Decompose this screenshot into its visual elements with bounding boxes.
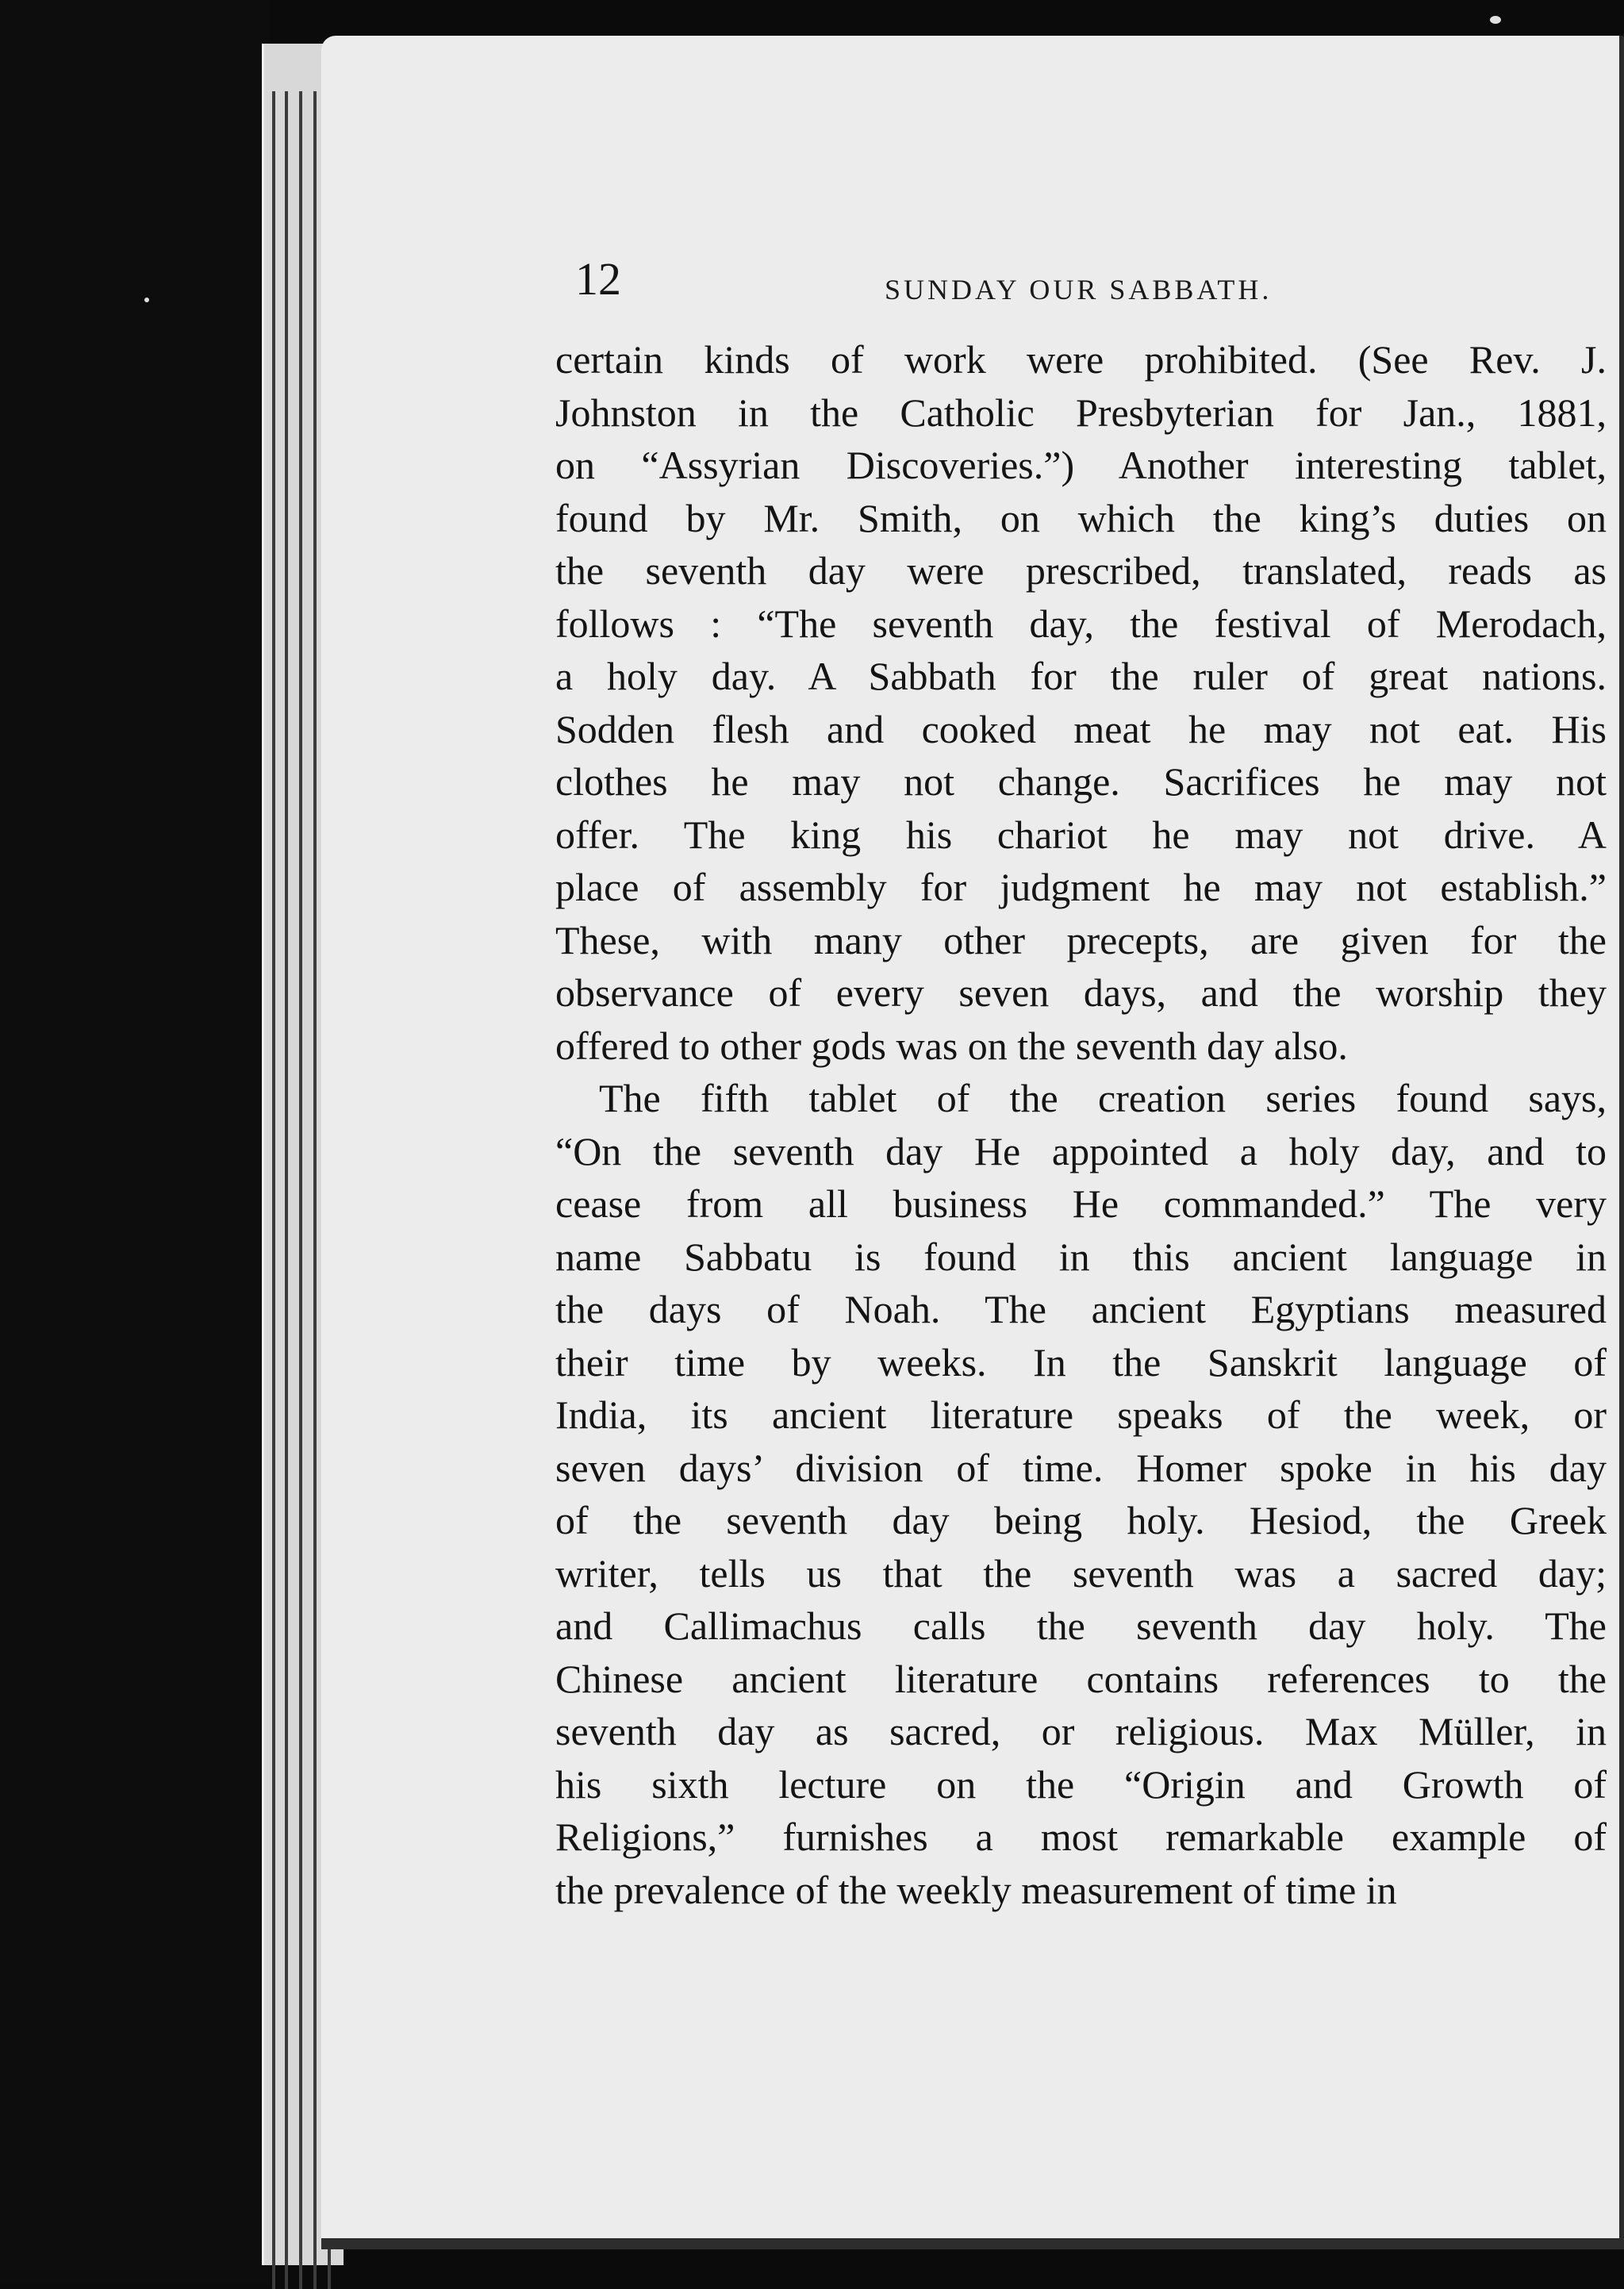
text-line: observance of every seven days, and the worship they <box>555 970 1607 1015</box>
text-line: The fifth tablet of the creation series found says, <box>599 1076 1607 1120</box>
text-line: follows : “The seventh day, the festival of Merodach, <box>555 601 1607 646</box>
text-line: offer. The king his chariot he may not drive. A <box>555 812 1607 857</box>
text-line: writer, tells us that the seventh was a sacred day; <box>555 1550 1607 1596</box>
text-line: Religions,” furnishes a most remarkable example of <box>555 1815 1607 1859</box>
page-edge-line <box>285 91 288 2289</box>
text-line: on “Assyrian Discoveries.”) Another interesting tablet, <box>555 443 1607 487</box>
running-head <box>575 252 1607 308</box>
text-line: the seventh day were prescribed, translated, reads as <box>555 548 1607 593</box>
text-line: their time by weeks. In the Sanskrit language of <box>555 1339 1607 1385</box>
page-edge-line <box>313 91 317 2289</box>
text-line: These, with many other precepts, are given for the <box>555 917 1607 962</box>
dust-speck <box>1490 16 1501 24</box>
text-line: India, its ancient literature speaks of the week, or <box>555 1392 1607 1437</box>
text-line: of the seventh day being holy. Hesiod, the Greek <box>555 1498 1607 1542</box>
text-line: his sixth lecture on the “Origin and Growth of <box>555 1761 1607 1807</box>
text-line: certain kinds of work were prohibited. (See Rev. J. <box>555 337 1607 382</box>
text-line: Sodden flesh and cooked meat he may not eat. His <box>555 706 1607 751</box>
text-line: Johnston in the Catholic Presbyterian for Jan., 1881, <box>555 390 1607 435</box>
page-edge-line <box>272 91 275 2289</box>
text-line: seven days’ division of time. Homer spoke in his day <box>555 1445 1607 1490</box>
page-edge-line <box>299 91 302 2289</box>
page-number: 12 <box>575 253 621 305</box>
scanner-background <box>0 0 270 2284</box>
text-line: the days of Noah. The ancient Egyptians measured <box>555 1287 1607 1331</box>
text-line: and Callimachus calls the seventh day holy. The <box>555 1603 1607 1648</box>
text-line: name Sabbatu is found in this ancient language in <box>555 1234 1607 1279</box>
body-text <box>555 333 1607 1916</box>
text-line: a holy day. A Sabbath for the ruler of great nations. <box>555 654 1607 698</box>
text-line: place of assembly for judgment he may not establish.” <box>555 865 1607 909</box>
text-line: seventh day as sacred, or religious. Max Müller, in <box>555 1709 1607 1753</box>
text-line: found by Mr. Smith, on which the king’s duties on <box>555 495 1607 540</box>
text-line: offered to other gods was on the seventh day also. <box>555 1023 1348 1068</box>
text-line: “On the seventh day He appointed a holy day, and to <box>555 1128 1607 1173</box>
text-line: Chinese ancient literature contains references to the <box>555 1656 1607 1701</box>
text-line: the prevalence of the weekly measurement of time in <box>555 1867 1397 1912</box>
running-title: SUNDAY OUR SABBATH. <box>885 274 1273 305</box>
dust-speck <box>144 298 149 302</box>
text-line: cease from all business He commanded.” The very <box>555 1181 1607 1226</box>
text-line: clothes he may not change. Sacrifices he may not <box>555 759 1607 804</box>
